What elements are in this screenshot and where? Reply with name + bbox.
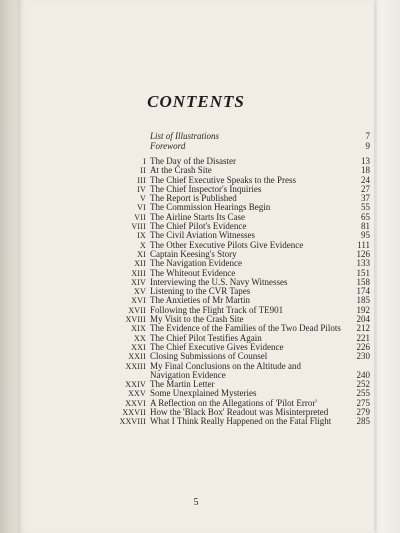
- page-title: CONTENTS: [147, 92, 245, 111]
- background-surface: [372, 0, 400, 533]
- chapter-number: XXII: [128, 352, 146, 362]
- book-page: [18, 0, 374, 533]
- chapter-title: The Civil Aviation Witnesses: [150, 230, 256, 241]
- chapter-page: 37: [361, 193, 370, 204]
- chapter-page: 158: [356, 276, 370, 287]
- chapter-number: XIX: [131, 324, 146, 334]
- chapter-page: 230: [356, 351, 370, 362]
- chapter-number: XXIII: [125, 361, 146, 371]
- chapter-page: 185: [356, 295, 370, 306]
- chapter-page: 18: [361, 165, 370, 176]
- chapter-title: The Commission Hearings Begin: [150, 202, 271, 213]
- chapter-number: XVI: [131, 296, 146, 306]
- chapter-page: 13: [361, 156, 370, 166]
- chapter-page: 279: [356, 407, 370, 418]
- front-matter-label: Foreword: [150, 141, 186, 151]
- chapter-number: VII: [134, 212, 146, 222]
- chapter-title: My Final Conclusions on the Altitude and Navigation Evidence: [150, 360, 301, 380]
- chapter-number: VI: [137, 203, 146, 213]
- chapter-title: How the 'Black Box' Readout was Misinterpreted: [150, 407, 329, 418]
- chapter-number: XXVI: [125, 398, 146, 408]
- chapter-number: XXVII: [122, 408, 146, 418]
- chapter-title: The Anxieties of Mr Martin: [150, 295, 250, 306]
- chapter-title: Following the Flight Track of TE901: [150, 304, 284, 315]
- chapter-number: XVIII: [125, 315, 146, 325]
- chapter-title: At the Crash Site: [150, 165, 212, 176]
- chapter-list: [98, 157, 370, 427]
- chapter-page: 221: [356, 332, 370, 343]
- chapter-page: 27: [361, 183, 370, 194]
- front-matter-page: 7: [365, 131, 370, 141]
- chapter-title: The Chief Pilot's Evidence: [150, 221, 247, 232]
- chapter-title: The Day of the Disaster: [150, 156, 236, 166]
- chapter-number: VIII: [131, 222, 146, 232]
- chapter-page: 226: [356, 341, 370, 352]
- chapter-number: I: [143, 157, 146, 166]
- chapter-title: What I Think Really Happened on the Fatal Flight: [150, 416, 332, 427]
- chapter-number: X: [140, 240, 146, 250]
- chapter-number: XII: [134, 259, 146, 269]
- chapter-number: XIV: [131, 277, 146, 287]
- chapter-number: IV: [137, 184, 146, 194]
- chapter-page: 65: [361, 211, 370, 222]
- chapter-number: V: [140, 194, 146, 204]
- chapter-title: The Martin Letter: [150, 379, 215, 390]
- chapter-entry: [98, 362, 370, 381]
- chapter-entry: [98, 157, 370, 166]
- chapter-page: 95: [361, 230, 370, 241]
- chapter-page: 133: [356, 258, 370, 269]
- chapter-page: 212: [356, 323, 370, 334]
- chapter-title: The Chief Inspector's Inquiries: [150, 183, 262, 194]
- front-matter-page: 9: [365, 141, 370, 151]
- chapter-number: XXIV: [125, 380, 146, 390]
- chapter-title: The Chief Pilot Testifies Again: [150, 332, 262, 343]
- front-matter-list: [150, 131, 370, 151]
- chapter-title: Some Unexplained Mysteries: [150, 388, 257, 399]
- chapter-number: XV: [134, 287, 146, 297]
- chapter-title: The Chief Executive Speaks to the Press: [150, 174, 296, 185]
- chapter-entry: [98, 417, 370, 426]
- chapter-page: 55: [361, 202, 370, 213]
- chapter-page: 24: [361, 174, 370, 185]
- chapter-number: XXVIII: [119, 417, 146, 427]
- chapter-number: III: [137, 175, 146, 185]
- chapter-page: 240: [356, 369, 370, 380]
- chapter-page: 275: [356, 397, 370, 408]
- chapter-page: 126: [356, 248, 370, 259]
- chapter-title: My Visit to the Crash Site: [150, 314, 244, 325]
- chapter-page: 151: [356, 267, 370, 278]
- chapter-page: 204: [356, 314, 370, 325]
- chapter-title: Captain Keesing's Story: [150, 248, 237, 259]
- chapter-page: 252: [356, 379, 370, 390]
- chapter-title: The Other Executive Pilots Give Evidence: [150, 239, 304, 250]
- book-spine-shadow: [0, 0, 18, 533]
- chapter-number: XVII: [128, 305, 146, 315]
- chapter-page: 174: [356, 286, 370, 297]
- front-matter-label: List of Illustrations: [150, 131, 220, 141]
- chapter-title: Listening to the CVR Tapes: [150, 286, 251, 297]
- chapter-title: The Evidence of the Families of the Two Dead Pilots: [150, 323, 341, 334]
- chapter-title: The Airline Starts Its Case: [150, 211, 245, 222]
- chapter-number: XXI: [131, 342, 146, 352]
- page-number: 5: [193, 497, 199, 508]
- chapter-page: 255: [356, 388, 370, 399]
- chapter-page: 285: [356, 416, 370, 427]
- chapter-number: XX: [134, 333, 146, 343]
- chapter-title: Interviewing the U.S. Navy Witnesses: [150, 276, 288, 287]
- front-matter-item: [150, 141, 370, 151]
- chapter-number: IX: [137, 231, 146, 241]
- chapter-title: The Report is Published: [150, 193, 237, 204]
- front-matter-item: [150, 131, 370, 141]
- chapter-title: Closing Submissions of Counsel: [150, 351, 268, 362]
- chapter-title: The Navigation Evidence: [150, 258, 242, 269]
- chapter-number: XI: [137, 249, 146, 259]
- chapter-number: XIII: [131, 268, 146, 278]
- chapter-title: The Whiteout Evidence: [150, 267, 236, 278]
- chapter-page: 111: [357, 239, 370, 250]
- chapter-title: A Reflection on the Allegations of 'Pilot Error': [150, 397, 317, 408]
- chapter-number: XXV: [128, 389, 146, 399]
- chapter-title: The Chief Executive Gives Evidence: [150, 341, 284, 352]
- chapter-page: 192: [356, 304, 370, 315]
- chapter-number: II: [140, 166, 146, 176]
- chapter-page: 81: [361, 221, 370, 232]
